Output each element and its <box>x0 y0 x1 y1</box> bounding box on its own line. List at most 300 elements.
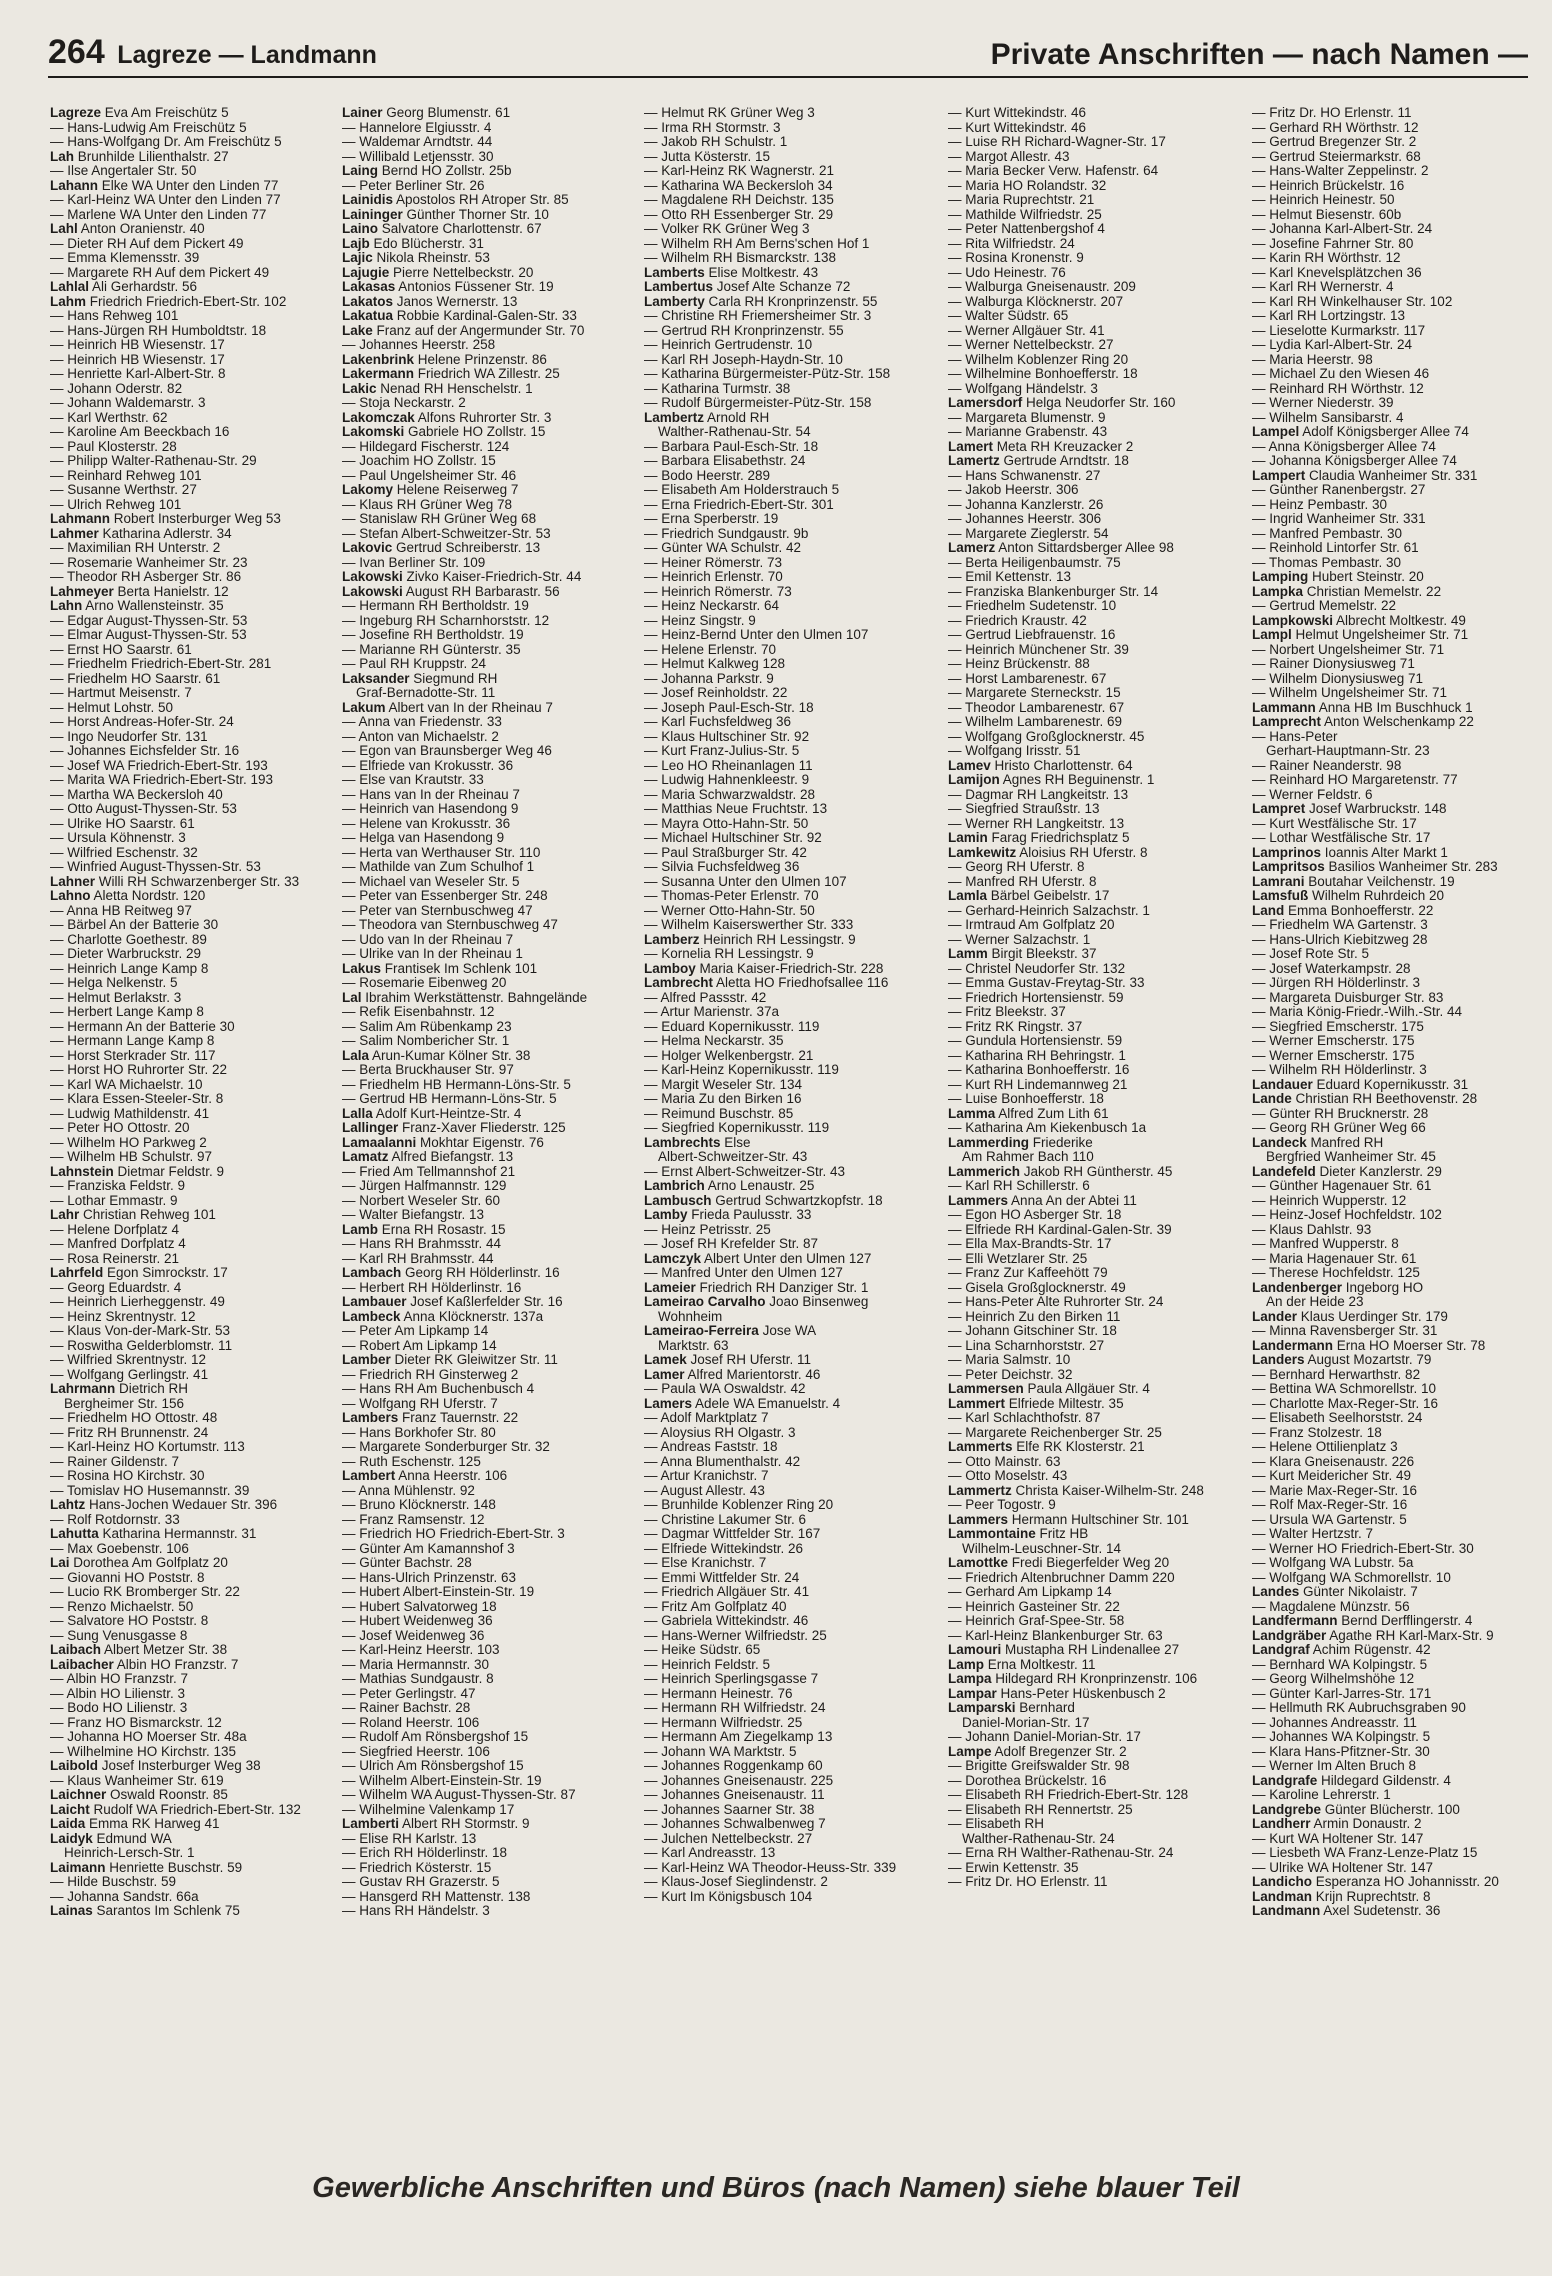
directory-entry: — Jakob Heerstr. 306 <box>948 483 1079 497</box>
directory-entry: Lamkewitz Aloisius RH Uferstr. 8 <box>948 845 1148 860</box>
directory-entry: — Gerhard Am Lipkamp 14 <box>948 1585 1112 1599</box>
directory-entry: — Mathilde Wilfriedstr. 25 <box>948 207 1102 222</box>
directory-entry: — Marianne RH Günterstr. 35 <box>342 642 521 657</box>
directory-entry: Lambertus Josef Alte Schanze 72 <box>644 280 851 294</box>
directory-entry: — Werner Allgäuer Str. 41 <box>948 323 1105 338</box>
directory-entry: — Maximilian RH Unterstr. 2 <box>50 541 221 555</box>
directory-entry: — Josef WA Friedrich-Ebert-Str. 193 <box>50 758 268 773</box>
directory-entry: — Heinrich Heinestr. 50 <box>1252 193 1395 207</box>
directory-entry: — Sung Venusgasse 8 <box>50 1628 188 1643</box>
directory-entry: — Friedhelm HO Saarstr. 61 <box>50 671 221 686</box>
directory-entry: — Karl-Heinz RK Wagnerstr. 21 <box>644 164 835 178</box>
directory-entry: — Peter van Sternbuschweg 47 <box>342 903 533 918</box>
directory-entry: — Wilhelm HO Parkweg 2 <box>50 1135 207 1150</box>
directory-entry: — Wilhelm RH Hölderlinstr. 3 <box>1252 1063 1427 1077</box>
directory-entry: — Heinrich Münchener Str. 39 <box>948 642 1129 657</box>
directory-entry: — Holger Welkenbergstr. 21 <box>644 1048 814 1063</box>
directory-entry: — Elisabeth Am Holderstrauch 5 <box>644 483 840 497</box>
directory-entry: — Rosemarie Wanheimer Str. 23 <box>50 555 248 570</box>
directory-entry: — Michael van Weseler Str. 5 <box>342 874 520 889</box>
directory-entry: Lakenbrink Helene Prinzenstr. 86 <box>342 352 547 367</box>
directory-entry: Lamer Alfred Marientorstr. 46 <box>644 1367 821 1382</box>
directory-entry: — Franziska Blankenburger Str. 14 <box>948 584 1159 599</box>
directory-entry: — Reinhard HO Margaretenstr. 77 <box>1252 773 1458 787</box>
directory-entry: Heinrich-Lersch-Str. 1 <box>64 1846 195 1860</box>
directory-entry: — Karl WA Michaelstr. 10 <box>50 1077 203 1092</box>
directory-entry: — Helene Erlenstr. 70 <box>644 642 777 657</box>
directory-entry: Landauer Eduard Kopernikusstr. 31 <box>1252 1077 1469 1092</box>
directory-entry: — Mathias Sundgaustr. 8 <box>342 1672 494 1686</box>
directory-entry: — Karin RH Wörthstr. 12 <box>1252 251 1401 265</box>
directory-entry: — Klara Gneisenaustr. 226 <box>1252 1454 1415 1469</box>
directory-entry: Lampret Josef Warbruckstr. 148 <box>1252 802 1447 816</box>
directory-entry: — Werner RH Langkeitstr. 13 <box>948 816 1125 831</box>
directory-entry: — Ernst HO Saarstr. 61 <box>50 642 192 657</box>
directory-entry: — Wilhelm Dionysiusweg 71 <box>1252 671 1424 686</box>
directory-entry: — Hannelore Elgiusstr. 4 <box>342 120 492 135</box>
directory-entry: — Josef Rote Str. 5 <box>1252 947 1370 961</box>
directory-entry: — Max Goebenstr. 106 <box>50 1541 189 1556</box>
directory-entry: — Magdalene Münzstr. 56 <box>1252 1599 1410 1614</box>
directory-entry: — Dieter Warbruckstr. 29 <box>50 947 202 961</box>
directory-entry: Gerhart-Hauptmann-Str. 23 <box>1266 744 1430 758</box>
directory-entry: — Wilhelm RH Bismarckstr. 138 <box>644 251 837 265</box>
directory-entry: — Heinrich HB Wiesenstr. 17 <box>50 352 225 367</box>
directory-entry: — Johanna HO Moerser Str. 48a <box>50 1730 247 1744</box>
directory-entry: — Wolfgang RH Uferstr. 7 <box>342 1396 498 1411</box>
directory-entry: — Hans-Werner Wilfriedstr. 25 <box>644 1628 827 1643</box>
directory-entry: — Maria Zu den Birken 16 <box>644 1092 802 1106</box>
directory-entry: — Maria Hermannstr. 30 <box>342 1657 490 1672</box>
directory-entry: Lampkowski Albrecht Moltkestr. 49 <box>1252 613 1466 628</box>
directory-entry: Lakum Albert van In der Rheinau 7 <box>342 700 553 715</box>
directory-entry: — Johannes Gneisenaustr. 11 <box>644 1788 825 1802</box>
directory-entry: — Maria Heerstr. 98 <box>1252 352 1373 367</box>
directory-entry: Lambeck Anna Klöcknerstr. 137a <box>342 1309 544 1324</box>
directory-entry: — Hellmuth RK Aubruchsgraben 90 <box>1252 1701 1466 1715</box>
directory-entry: — Wilhelmine HO Kirchstr. 135 <box>50 1744 237 1759</box>
directory-entry: — Rosemarie Eibenweg 20 <box>342 976 507 990</box>
directory-entry: — Ivan Berliner Str. 109 <box>342 555 486 570</box>
directory-entry: — Artur Marienstr. 37a <box>644 1005 780 1019</box>
directory-entry: Walther-Rathenau-Str. 54 <box>658 425 811 439</box>
directory-entry: — Kurt Westfälische Str. 17 <box>1252 816 1417 831</box>
directory-entry: — Hans-Peter <box>1252 729 1338 744</box>
directory-entry: — Gerhard RH Wörthstr. 12 <box>1252 120 1419 135</box>
directory-entry: — Marlene WA Unter den Linden 77 <box>50 207 267 222</box>
directory-entry: — Joachim HO Zollstr. 15 <box>342 454 496 468</box>
directory-entry: Lahr Christian Rehweg 101 <box>50 1208 216 1222</box>
directory-entry: — Julchen Nettelbeckstr. 27 <box>644 1831 813 1846</box>
directory-entry: — Ludwig Mathildenstr. 41 <box>50 1106 210 1121</box>
directory-entry: — Heinz Neckarstr. 64 <box>644 599 780 613</box>
directory-entry: Lande Christian RH Beethovenstr. 28 <box>1252 1092 1478 1106</box>
directory-entry: Lamparski Bernhard <box>948 1701 1075 1715</box>
directory-entry: — Bodo HO Lilienstr. 3 <box>50 1701 188 1715</box>
directory-entry: — Margarete RH Auf dem Pickert 49 <box>50 265 270 280</box>
directory-entry: — Hansgerd RH Mattenstr. 138 <box>342 1889 531 1904</box>
directory-entry: — Maria Hagenauer Str. 61 <box>1252 1251 1417 1266</box>
directory-entry: Daniel-Morian-Str. 17 <box>962 1715 1090 1730</box>
directory-entry: — Ursula Köhnenstr. 3 <box>50 831 186 845</box>
directory-entry: Lamby Frieda Paulusstr. 33 <box>644 1208 812 1222</box>
directory-entry: Laibacher Albin HO Franzstr. 7 <box>50 1657 239 1672</box>
directory-entry: Landes Günter Nikolaistr. 7 <box>1252 1585 1418 1599</box>
directory-entry: — Johanna Kanzlerstr. 26 <box>948 497 1104 512</box>
directory-entry: — Werner Nettelbeckstr. 27 <box>948 338 1114 352</box>
directory-entry: — Elmar August-Thyssen-Str. 53 <box>50 628 247 642</box>
directory-entry: Laibold Josef Insterburger Weg 38 <box>50 1759 261 1773</box>
directory-entry: — Franziska Feldstr. 9 <box>50 1179 186 1193</box>
directory-entry: Lamert Meta RH Kreuzacker 2 <box>948 439 1134 454</box>
directory-entry: Lahmann Robert Insterburger Weg 53 <box>50 512 281 526</box>
directory-entry: — Katharina Bonhoefferstr. 16 <box>948 1063 1130 1077</box>
directory-entry: — Gertrud Memelstr. 22 <box>1252 599 1397 613</box>
directory-entry: — Horst Lambarenestr. 67 <box>948 671 1107 686</box>
directory-entry: — Karl-Heinz HO Kortumstr. 113 <box>50 1440 245 1454</box>
directory-entry: — Werner Emscherstr. 175 <box>1252 1048 1415 1063</box>
directory-entry: — Hubert Weidenweg 36 <box>342 1614 493 1628</box>
directory-entry: — Peter Am Lipkamp 14 <box>342 1324 489 1338</box>
directory-entry: — Franz HO Bismarckstr. 12 <box>50 1715 222 1730</box>
directory-entry: — Theodor Lambarenestr. 67 <box>948 700 1125 715</box>
directory-entry: Laichner Oswald Roonstr. 85 <box>50 1788 228 1802</box>
directory-entry: Lamersdorf Helga Neudorfer Str. 160 <box>948 396 1176 410</box>
directory-entry: — Thomas-Peter Erlenstr. 70 <box>644 889 819 903</box>
directory-entry: — Siegfried Straußstr. 13 <box>948 802 1100 816</box>
directory-entry: — Karl Fuchsfeldweg 36 <box>644 715 792 729</box>
directory-entry: — Ulrich Rehweg 101 <box>50 497 182 512</box>
directory-entry: Albert-Schweitzer-Str. 43 <box>658 1150 808 1164</box>
directory-entry: Lampert Claudia Wanheimer Str. 331 <box>1252 468 1478 483</box>
directory-entry: Landermann Erna HO Moerser Str. 78 <box>1252 1338 1486 1353</box>
directory-entry: Lakomski Gabriele HO Zollstr. 15 <box>342 425 546 439</box>
directory-entry: — Klaus Von-der-Mark-Str. 53 <box>50 1324 231 1338</box>
directory-entry: Wohnheim <box>658 1309 723 1324</box>
directory-entry: — Wilhelm RH Am Berns'schen Hof 1 <box>644 236 870 251</box>
directory-entry: — Hans-Ulrich Kiebitzweg 28 <box>1252 932 1428 947</box>
directory-entry: — Wilfried Eschenstr. 32 <box>50 845 198 860</box>
directory-entry: — Roswitha Gelderblomstr. 11 <box>50 1338 233 1353</box>
directory-entry: Lahn Arno Wallensteinstr. 35 <box>50 599 224 613</box>
directory-entry: — Magdalene RH Deichstr. 135 <box>644 193 834 207</box>
directory-entry: — Johannes WA Kolpingstr. 5 <box>1252 1730 1431 1744</box>
directory-entry: Lamaalanni Mokhtar Eigenstr. 76 <box>342 1135 544 1150</box>
directory-entry: Lammerich Jakob RH Güntherstr. 45 <box>948 1164 1173 1179</box>
directory-entry: — Heinrich Lange Kamp 8 <box>50 961 209 976</box>
directory-entry: Lahutta Katharina Hermannstr. 31 <box>50 1527 257 1541</box>
directory-entry: — Karl RH Brahmsstr. 44 <box>342 1251 494 1266</box>
directory-entry: Lampar Hans-Peter Hüskenbusch 2 <box>948 1686 1166 1701</box>
directory-entry: — Heinrich Lierheggenstr. 49 <box>50 1295 225 1309</box>
directory-entry: — Helene Dorfplatz 4 <box>50 1222 180 1237</box>
directory-entry: — Ella Max-Brandts-Str. 17 <box>948 1237 1112 1251</box>
directory-entry: — Günther Hagenauer Str. 61 <box>1252 1179 1432 1193</box>
directory-entry: — Hans-Wolfgang Dr. Am Freischütz 5 <box>50 135 282 149</box>
directory-entry: — Gustav RH Grazerstr. 5 <box>342 1875 500 1889</box>
directory-entry: — Peter van Essenberger Str. 248 <box>342 889 548 903</box>
directory-entry: — Stefan Albert-Schweitzer-Str. 53 <box>342 526 551 541</box>
directory-entry: Laibach Albert Metzer Str. 38 <box>50 1643 228 1657</box>
directory-entry: — Karl-Heinz Blankenburger Str. 63 <box>948 1628 1163 1643</box>
directory-entry: — Wolfgang Irisstr. 51 <box>948 744 1081 758</box>
directory-entry: — Ruth Eschenstr. 125 <box>342 1454 481 1469</box>
directory-entry: — Heinrich Sperlingsgasse 7 <box>644 1672 819 1686</box>
directory-entry: — Brigitte Greifswalder Str. 98 <box>948 1759 1130 1773</box>
directory-entry: Lambertz Arnold RH <box>644 410 770 425</box>
directory-entry: — Ingrid Wanheimer Str. 331 <box>1252 512 1426 526</box>
directory-entry: Lamberts Elise Moltkestr. 43 <box>644 265 819 280</box>
directory-entry: — Günter Bachstr. 28 <box>342 1556 472 1570</box>
directory-entry: Lakowski August RH Barbarastr. 56 <box>342 584 560 599</box>
directory-entry: — Hermann Am Ziegelkamp 13 <box>644 1730 833 1744</box>
directory-entry: — Karoline Lehrerstr. 1 <box>1252 1788 1391 1802</box>
directory-entry: — Wolfgang WA Lubstr. 5a <box>1252 1556 1414 1570</box>
section-title: Private Anschriften — nach Namen — <box>990 38 1528 71</box>
directory-entry: — Josef RH Krefelder Str. 87 <box>644 1237 819 1251</box>
directory-entry: Lamin Farag Friedrichsplatz 5 <box>948 831 1130 845</box>
directory-entry: Bergheimer Str. 156 <box>64 1396 185 1411</box>
directory-entry: — Klara Hans-Pfitzner-Str. 30 <box>1252 1744 1430 1759</box>
directory-entry: — Friedrich RH Ginsterweg 2 <box>342 1367 519 1382</box>
directory-entry: Lal Ibrahim Werkstättenstr. Bahngelände <box>342 990 588 1005</box>
directory-entry: — Elisabeth RH <box>948 1817 1045 1831</box>
directory-entry: — Rainer Neanderstr. 98 <box>1252 758 1402 773</box>
page-header <box>48 32 1528 78</box>
directory-entry: — Peter Deichstr. 32 <box>948 1367 1073 1382</box>
directory-entry: — Helmut RK Grüner Weg 3 <box>644 106 815 120</box>
directory-entry: — Gertrud Steiermarkstr. 68 <box>1252 149 1421 164</box>
directory-entry: — Silvia Fuchsfeldweg 36 <box>644 860 800 874</box>
directory-entry: — Fritz RK Ringstr. 37 <box>948 1019 1083 1034</box>
directory-entry: — Salim Nombericher Str. 1 <box>342 1034 510 1048</box>
directory-entry: — Hans van In der Rheinau 7 <box>342 787 520 802</box>
directory-entry: Landeck Manfred RH <box>1252 1135 1384 1150</box>
directory-entry: — Karl RH Schillerstr. 6 <box>948 1179 1090 1193</box>
directory-entry: — Christine Lakumer Str. 6 <box>644 1512 807 1527</box>
directory-entry: — Manfred Unter den Ulmen 127 <box>644 1266 843 1280</box>
directory-entry: — Kurt Franz-Julius-Str. 5 <box>644 744 800 758</box>
directory-entry: — Liesbeth WA Franz-Lenze-Platz 15 <box>1252 1846 1478 1860</box>
directory-entry: Landers August Mozartstr. 79 <box>1252 1353 1432 1367</box>
directory-entry: — Günter WA Schulstr. 42 <box>644 541 802 555</box>
directory-entry: — Norbert Weseler Str. 60 <box>342 1193 501 1208</box>
directory-entry: — Irmtraud Am Golfplatz 20 <box>948 918 1115 932</box>
directory-entry: — Johannes Roggenkamp 60 <box>644 1759 823 1773</box>
directory-entry: — Dagmar Wittfelder Str. 167 <box>644 1527 821 1541</box>
directory-entry: — Martha WA Beckersloh 40 <box>50 787 223 802</box>
directory-entry: — Hans-Ulrich Prinzenstr. 63 <box>342 1570 517 1585</box>
directory-entry: — Johannes Heerstr. 258 <box>342 338 496 352</box>
directory-entry: — Josef Weidenweg 36 <box>342 1628 485 1643</box>
directory-entry: — Wilhelm WA August-Thyssen-Str. 87 <box>342 1788 576 1802</box>
directory-entry: — Wilhelm Albert-Einstein-Str. 19 <box>342 1773 542 1788</box>
directory-entry: — Franz Zur Kaffeehött 79 <box>948 1266 1108 1280</box>
directory-entry: — Else Kranichstr. 7 <box>644 1556 767 1570</box>
directory-entry: — Rainer Bachstr. 28 <box>342 1701 471 1715</box>
directory-entry: Lammontaine Fritz HB <box>948 1527 1089 1541</box>
directory-entry: Lampe Adolf Bregenzer Str. 2 <box>948 1744 1127 1759</box>
directory-entry: — Fritz Dr. HO Erlenstr. 11 <box>1252 106 1412 120</box>
directory-entry: — Franz Ramsenstr. 12 <box>342 1512 485 1527</box>
directory-entry: — Gertrud Bregenzer Str. 2 <box>1252 135 1417 149</box>
directory-entry: — Berta Heiligenbaumstr. 75 <box>948 555 1121 570</box>
directory-column-1 <box>50 106 324 2146</box>
directory-entry: — Elfriede RH Kardinal-Galen-Str. 39 <box>948 1222 1172 1237</box>
directory-entry: — Georg RH Uferstr. 8 <box>948 860 1085 874</box>
directory-entry: — Friedrich Altenbruchner Damm 220 <box>948 1570 1175 1585</box>
directory-entry: — Wolfgang Großglocknerstr. 45 <box>948 729 1145 744</box>
directory-entry: — Hermann RH Wilfriedstr. 24 <box>644 1701 826 1715</box>
directory-entry: Lameier Friedrich RH Danziger Str. 1 <box>644 1280 869 1295</box>
directory-entry: — Paul RH Kruppstr. 24 <box>342 657 487 671</box>
directory-entry: Lakasas Antonios Füssener Str. 19 <box>342 280 554 294</box>
directory-entry: — Fritz RH Brunnenstr. 24 <box>50 1425 209 1440</box>
directory-entry: — August Allestr. 43 <box>644 1483 765 1498</box>
directory-entry: — Margareta Blumenstr. 9 <box>948 410 1106 425</box>
directory-entry: — Friedhelm HB Hermann-Löns-Str. 5 <box>342 1077 571 1092</box>
directory-entry: — Siegfried Emscherstr. 175 <box>1252 1019 1424 1034</box>
directory-entry: Lambach Georg RH Hölderlinstr. 16 <box>342 1266 560 1280</box>
directory-entry: — Bettina WA Schmorellstr. 10 <box>1252 1382 1437 1396</box>
directory-entry: — Fritz Bleekstr. 37 <box>948 1005 1066 1019</box>
directory-entry: — Johannes Eichsfelder Str. 16 <box>50 744 240 758</box>
directory-entry: — Karl RH Joseph-Haydn-Str. 10 <box>644 352 843 367</box>
directory-entry: — Heinz-Josef Hochfeldstr. 102 <box>1252 1208 1442 1222</box>
directory-entry: — Wolfgang WA Schmorellstr. 10 <box>1252 1570 1451 1585</box>
directory-entry: — Anna Mühlenstr. 92 <box>342 1483 475 1498</box>
directory-entry: Landgräber Agathe RH Karl-Marx-Str. 9 <box>1252 1628 1494 1643</box>
directory-entry: — Karl RH Winkelhauser Str. 102 <box>1252 294 1453 309</box>
directory-entry: — Leo HO Rheinanlagen 11 <box>644 758 813 773</box>
directory-entry: — Elfriede van Krokusstr. 36 <box>342 758 514 773</box>
directory-entry: — Peter Nattenbergshof 4 <box>948 222 1105 236</box>
directory-entry: — Margot Allestr. 43 <box>948 149 1070 164</box>
directory-entry: — Karl RH Wernerstr. 4 <box>1252 280 1394 294</box>
directory-entry: — Jakob RH Schulstr. 1 <box>644 135 788 149</box>
directory-entry: Lamprinos Ioannis Alter Markt 1 <box>1252 845 1448 860</box>
directory-entry: — Günter Am Kamannshof 3 <box>342 1541 515 1556</box>
directory-entry: — Marita WA Friedrich-Ebert-Str. 193 <box>50 773 274 787</box>
directory-entry: — Franz Stolzestr. 18 <box>1252 1425 1382 1440</box>
directory-entry: — Josef Reinholdstr. 22 <box>644 686 788 700</box>
directory-entry: — Rainer Gildenstr. 7 <box>50 1454 180 1469</box>
directory-entry: — Margit Weseler Str. 134 <box>644 1077 803 1092</box>
directory-entry: — Elli Wetzlarer Str. 25 <box>948 1251 1088 1266</box>
directory-entry: — Heike Südstr. 65 <box>644 1643 761 1657</box>
directory-entry: — Heinrich Zu den Birken 11 <box>948 1309 1121 1324</box>
directory-entry: — Margareta Duisburger Str. 83 <box>1252 990 1444 1005</box>
directory-entry: — Johannes Andreasstr. 11 <box>1252 1715 1417 1730</box>
page-number: 264 <box>48 33 105 71</box>
directory-entry: Lamrani Boutahar Veilchenstr. 19 <box>1252 874 1455 889</box>
directory-entry: Lampa Hildegard RH Kronprinzenstr. 106 <box>948 1672 1198 1686</box>
directory-entry: — Heinz Singstr. 9 <box>644 613 756 628</box>
directory-entry: — Joseph Paul-Esch-Str. 18 <box>644 700 814 715</box>
directory-entry: — Werner Im Alten Bruch 8 <box>1252 1759 1417 1773</box>
directory-entry: — Karl RH Lortzingstr. 13 <box>1252 309 1406 323</box>
directory-column-5 <box>1252 106 1538 2146</box>
directory-column-2 <box>342 106 626 2146</box>
directory-entry: Lambrich Arno Lenaustr. 25 <box>644 1179 815 1193</box>
directory-entry: — Friedhelm Friedrich-Ebert-Str. 281 <box>50 657 272 671</box>
directory-entry: — Georg RH Grüner Weg 66 <box>1252 1121 1426 1135</box>
directory-entry: — Wilhelm Sansibarstr. 4 <box>1252 410 1404 425</box>
directory-entry: Lameirao-Ferreira Jose WA <box>644 1324 817 1338</box>
directory-entry: — Jürgen RH Hölderlinstr. 3 <box>1252 976 1421 990</box>
directory-entry: Landfermann Bernd Derfflingerstr. 4 <box>1252 1614 1473 1628</box>
directory-entry: Laing Bernd HO Zollstr. 25b <box>342 164 512 178</box>
directory-entry: — Hans Borkhofer Str. 80 <box>342 1425 496 1440</box>
directory-entry: — Karl Schlachthofstr. 87 <box>948 1411 1101 1425</box>
directory-entry: — Hubert Albert-Einstein-Str. 19 <box>342 1585 535 1599</box>
directory-entry: — Werner Feldstr. 6 <box>1252 787 1373 802</box>
directory-entry: — Jutta Kösterstr. 15 <box>644 149 771 164</box>
directory-entry: — Horst Andreas-Hofer-Str. 24 <box>50 715 234 729</box>
directory-entry: Lammert Elfriede Miltestr. 35 <box>948 1396 1124 1411</box>
directory-entry: — Hermann Wilfriedstr. 25 <box>644 1715 803 1730</box>
directory-entry: — Bärbel An der Batterie 30 <box>50 918 219 932</box>
directory-entry: — Friedrich Hortensienstr. 59 <box>948 990 1124 1005</box>
directory-entry: Lahrmann Dietrich RH <box>50 1382 189 1396</box>
directory-entry: — Giovanni HO Poststr. 8 <box>50 1570 205 1585</box>
directory-entry: — Artur Kranichstr. 7 <box>644 1469 769 1483</box>
directory-entry: Lamatz Alfred Biefangstr. 13 <box>342 1150 514 1164</box>
directory-entry: — Elise RH Karlstr. 13 <box>342 1831 477 1846</box>
directory-entry: — Wilfried Skrentnystr. 12 <box>50 1353 207 1367</box>
directory-entry: Marktstr. 63 <box>658 1338 729 1353</box>
directory-entry: Laida Emma RK Harweg 41 <box>50 1817 220 1831</box>
directory-entry: — Bruno Klöcknerstr. 148 <box>342 1498 496 1512</box>
directory-entry: — Mayra Otto-Hahn-Str. 50 <box>644 816 809 831</box>
directory-entry: — Refik Eisenbahnstr. 12 <box>342 1005 495 1019</box>
directory-entry: — Ludwig Hahnenkleestr. 9 <box>644 773 810 787</box>
directory-entry: — Herbert Lange Kamp 8 <box>50 1005 204 1019</box>
directory-entry: Lamek Josef RH Uferstr. 11 <box>644 1353 812 1367</box>
directory-entry: — Ernst Albert-Schweitzer-Str. 43 <box>644 1164 846 1179</box>
directory-entry: — Reimund Buschstr. 85 <box>644 1106 794 1121</box>
directory-entry: — Waldemar Arndtstr. 44 <box>342 135 493 149</box>
directory-entry: — Maria Schwarzwaldstr. 28 <box>644 787 816 802</box>
directory-entry: — Günther Ranenbergstr. 27 <box>1252 483 1426 497</box>
directory-entry: — Walter Südstr. 65 <box>948 309 1069 323</box>
directory-entry: — Reinhard RH Wörthstr. 12 <box>1252 381 1424 396</box>
directory-entry: — Ulrike van In der Rheinau 1 <box>342 947 523 961</box>
directory-entry: — Egon HO Asberger Str. 18 <box>948 1208 1122 1222</box>
directory-entry: Lamberz Heinrich RH Lessingstr. 9 <box>644 932 856 947</box>
directory-entry: — Eduard Kopernikusstr. 119 <box>644 1019 820 1034</box>
directory-entry: Lahrfeld Egon Simrockstr. 17 <box>50 1266 228 1280</box>
directory-entry: — Lothar Emmastr. 9 <box>50 1193 178 1208</box>
directory-entry: — Hans-Ludwig Am Freischütz 5 <box>50 120 247 135</box>
directory-entry: Lambert Anna Heerstr. 106 <box>342 1469 508 1483</box>
directory-entry: — Elisabeth RH Friedrich-Ebert-Str. 128 <box>948 1788 1189 1802</box>
directory-entry: — Gabriela Wittekindstr. 46 <box>644 1614 809 1628</box>
directory-entry: — Barbara Paul-Esch-Str. 18 <box>644 439 819 454</box>
directory-entry: Lammann Anna HB Im Buschhuck 1 <box>1252 700 1473 715</box>
directory-entry: — Klaus Hultschiner Str. 92 <box>644 729 810 744</box>
directory-entry: — Lieselotte Kurmarkstr. 117 <box>1252 323 1426 338</box>
directory-entry: — Klaus Wanheimer Str. 619 <box>50 1773 224 1788</box>
directory-entry: — Andreas Faststr. 18 <box>644 1440 778 1454</box>
directory-entry: — Bernhard WA Kolpingstr. 5 <box>1252 1657 1428 1672</box>
directory-entry: Lamberti Albert RH Stormstr. 9 <box>342 1817 530 1831</box>
directory-entry: Lakomczak Alfons Ruhrorter Str. 3 <box>342 410 552 425</box>
directory-column-3 <box>644 106 930 2146</box>
directory-entry: — Margarete Reichenberger Str. 25 <box>948 1425 1162 1440</box>
directory-entry: — Thomas Pembastr. 30 <box>1252 555 1402 570</box>
directory-entry: — Margarete Sonderburger Str. 32 <box>342 1440 550 1454</box>
